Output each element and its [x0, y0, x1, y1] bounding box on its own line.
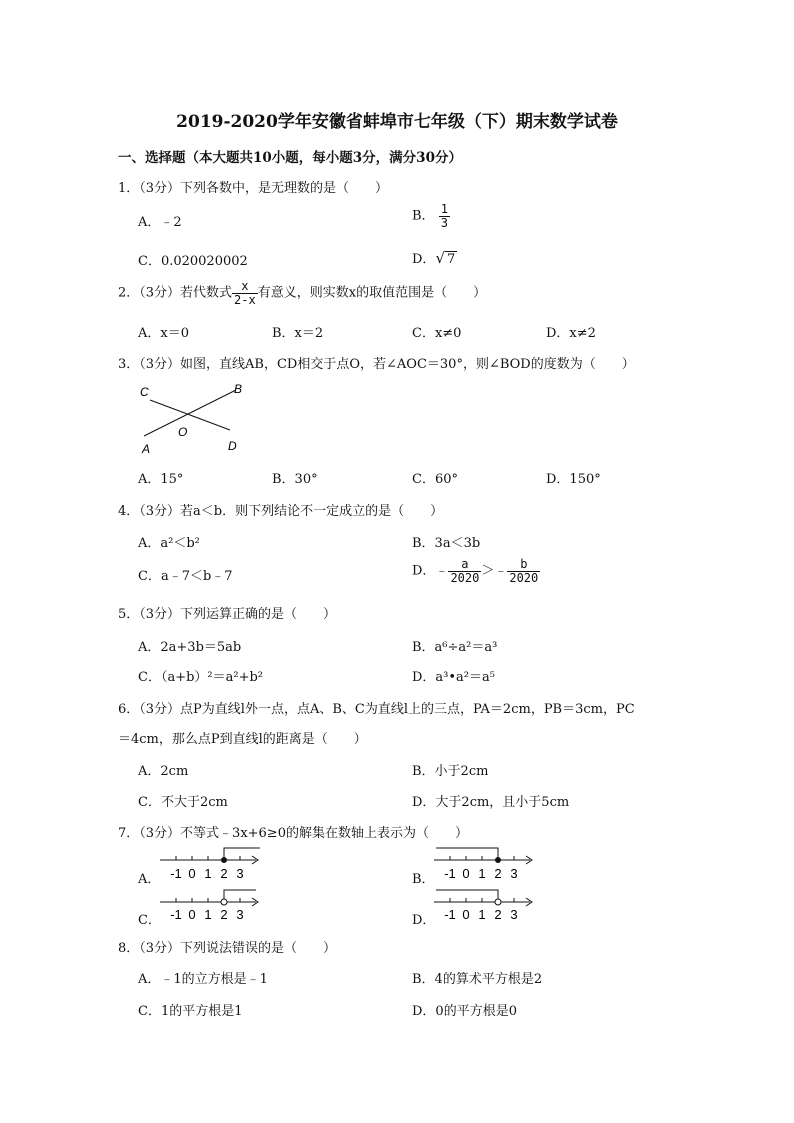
q6-option-d: D．大于2cm，且小于5cm [412, 795, 570, 810]
question-1: 1．（3分）下列各数中，是无理数的是（ ） [118, 181, 389, 196]
svg-text:2: 2 [220, 866, 228, 881]
question-4: 4．（3分）若a＜b．则下列结论不一定成立的是（ ） [118, 504, 444, 519]
question-6-line-1: 6．（3分）点P为直线l外一点，点A、B、C为直线l上的三点，PA＝2cm，PB＝3cm，PC [118, 702, 635, 717]
q1-option-d [412, 248, 457, 267]
label-b: B [234, 382, 243, 396]
section-heading: 一、选择题（本大题共10小题，每小题3分，满分30分） [118, 150, 462, 166]
question-3: 3．（3分）如图，直线AB，CD相交于点O，若∠AOC＝30°，则∠BOD的度数为（ ） [118, 357, 635, 372]
svg-text:3: 3 [510, 907, 518, 922]
question-5: 5．（3分）下列运算正确的是（ ） [118, 607, 337, 622]
q2-option-b: B．x＝2 [272, 326, 324, 341]
q7-option-c: C． [138, 913, 161, 928]
q8-option-b: B．4的算术平方根是2 [412, 972, 543, 987]
svg-text:2: 2 [494, 866, 502, 881]
q2-text-post: 有意义，则实数x的取值范围是（ ） [257, 285, 487, 301]
q1-option-b-label: B． [412, 208, 435, 224]
svg-text:2: 2 [220, 907, 228, 922]
line-ab [144, 390, 236, 436]
q3-option-a: A．15° [138, 472, 184, 487]
line-cd [150, 400, 230, 430]
q3-option-d: D．150° [546, 472, 601, 487]
q5-option-d: D．a³•a²＝a⁵ [412, 670, 495, 685]
q2-option-d: D．x≠2 [546, 326, 596, 341]
svg-text:1: 1 [204, 866, 212, 881]
radicand: 7 [447, 252, 456, 267]
q1-option-d-label: D． [412, 252, 436, 267]
q6-option-a: A．2cm [138, 764, 189, 779]
q2-option-c: C．x≠0 [412, 326, 462, 341]
q5-option-b: B．a⁶÷a²＝a³ [412, 640, 498, 655]
svg-text:-1: -1 [444, 907, 456, 922]
svg-text:0: 0 [188, 907, 196, 922]
q1-option-a: A．﹣2 [138, 215, 182, 230]
svg-text:1: 1 [204, 907, 212, 922]
svg-text:-1: -1 [170, 866, 182, 881]
q8-option-a: A．﹣1的立方根是﹣1 [138, 972, 268, 987]
q6-option-c: C．不大于2cm [138, 795, 228, 810]
q4-option-b: B．3a＜3b [412, 536, 481, 551]
q3-option-b: B．30° [272, 472, 318, 487]
fraction: $\frac{x}{2-x}$ [234, 279, 256, 307]
q7-option-d: D． [412, 913, 436, 928]
q4-option-d-mid: ＞﹣ [481, 563, 508, 579]
q3-option-c: C．60° [412, 472, 458, 487]
question-8: 8．（3分）下列说法错误的是（ ） [118, 941, 337, 956]
q5-option-a: A．2a+3b＝5ab [138, 640, 242, 655]
svg-text:3: 3 [236, 866, 244, 881]
question-7: 7．（3分）不等式﹣3x+6≥0的解集在数轴上表示为（ ） [118, 826, 468, 841]
question-6-line-2: ＝4cm，那么点P到直线l的距离是（ ） [118, 732, 367, 747]
q8-option-c: C．1的平方根是1 [138, 1004, 243, 1019]
q2-text-pre: 2．（3分）若代数式 [118, 285, 233, 301]
q7-option-a: A． [138, 872, 161, 887]
svg-text:1: 1 [478, 907, 486, 922]
q1-option-b [412, 203, 450, 229]
fraction: $\frac{a}{2020}$ [450, 557, 480, 585]
q4-option-d [412, 558, 540, 584]
page-title: 2019-2020学年安徽省蚌埠市七年级（下）期末数学试卷 [176, 112, 618, 132]
fraction: $\frac{b}{2020}$ [509, 557, 539, 585]
svg-text:1: 1 [478, 866, 486, 881]
fraction: $\frac{1}{3}$ [440, 202, 448, 230]
q7-option-b: B． [412, 872, 435, 887]
label-c: C [140, 385, 149, 399]
sqrt-icon: √ [435, 249, 445, 267]
q4-option-c: C．a﹣7＜b﹣7 [138, 569, 233, 584]
q8-option-d: D．0的平方根是0 [412, 1004, 517, 1019]
question-2 [118, 280, 486, 306]
q3-figure [130, 378, 260, 458]
svg-text:3: 3 [510, 866, 518, 881]
q5-option-c: C．（a+b）²＝a²+b² [138, 670, 264, 685]
label-a: A [142, 442, 151, 456]
q6-option-b: B．小于2cm [412, 764, 489, 779]
q4-option-a: A．a²＜b² [138, 536, 200, 551]
number-line-c [156, 886, 266, 922]
svg-text:3: 3 [236, 907, 244, 922]
svg-text:2: 2 [494, 907, 502, 922]
number-line-d [430, 886, 540, 922]
svg-text:0: 0 [188, 866, 196, 881]
svg-text:0: 0 [462, 866, 470, 881]
label-d: D [228, 439, 237, 453]
q4-option-d-label: D．﹣ [412, 563, 449, 579]
svg-text:-1: -1 [444, 866, 456, 881]
number-line-b [430, 846, 540, 882]
label-o: O [178, 425, 188, 439]
svg-text:0: 0 [462, 907, 470, 922]
number-line-a [156, 846, 266, 882]
q1-option-c: C．0.020020002 [138, 254, 248, 269]
svg-text:-1: -1 [170, 907, 182, 922]
q2-option-a: A．x＝0 [138, 326, 189, 341]
